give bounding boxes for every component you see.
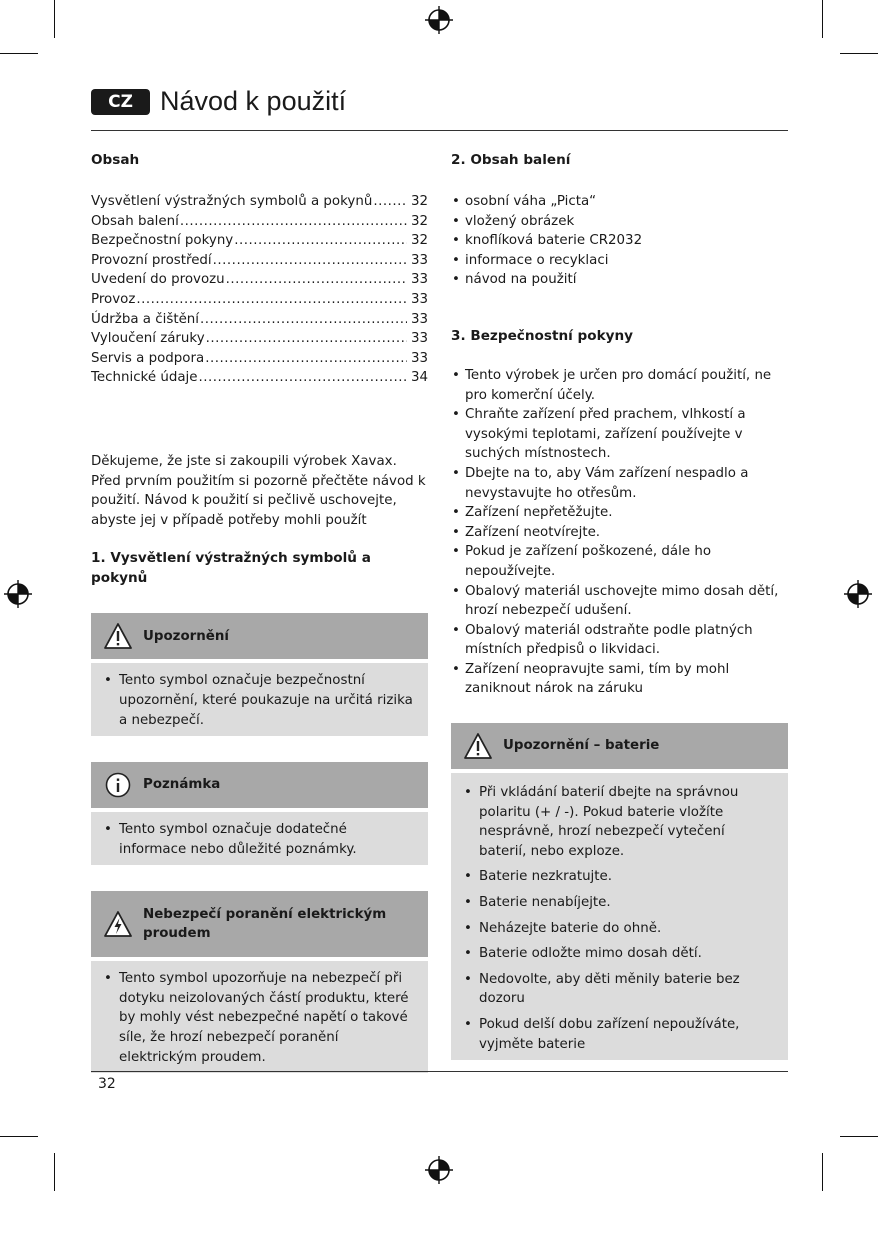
toc-item-label: Uvedení do provozu: [91, 272, 225, 288]
list-item: • Chraňte zařízení před prachem, vlhkostí a vysokými teplotami, zařízení používejte v suchých místnostech.: [451, 405, 788, 464]
crop-mark: [0, 1136, 38, 1137]
list-item: • Baterie nezkratujte.: [463, 867, 776, 887]
toc-item[interactable]: [91, 231, 428, 251]
list-item: • Neházejte baterie do ohně.: [463, 919, 776, 939]
list-item: • Zařízení neotvírejte.: [451, 523, 788, 543]
warning-box-title: Upozornění: [143, 628, 229, 644]
note-box: [91, 762, 428, 865]
crop-mark: [54, 0, 55, 38]
section-2-heading: 2. Obsah balení: [451, 152, 571, 168]
list-item: • Tento symbol označuje dodatečné informace nebo důležité poznámky.: [103, 820, 416, 859]
list-item: • Baterie odložte mimo dosah dětí.: [463, 944, 776, 964]
toc-item-label: Vyloučení záruky: [91, 331, 205, 347]
toc-item[interactable]: [91, 329, 428, 349]
section-1-heading: 1. Vysvětlení výstražných symbolů a pokynů: [91, 550, 371, 587]
toc-item-page: 33: [410, 350, 428, 366]
list-item: • Tento výrobek je určen pro domácí použití, ne pro komerční účely.: [451, 366, 788, 405]
safety-list: [451, 366, 788, 699]
section-3-heading: 3. Bezpečnostní pokyny: [451, 327, 634, 344]
crop-mark: [0, 53, 38, 54]
registration-mark-icon: [843, 579, 873, 609]
intro-paragraph: Děkujeme, že jste si zakoupili výrobek Xavax. Před prvním použitím si pozorně přečtěte návod k použití. Návod k použití si pečlivě uschovejte, abyste jej v případě potřeby mohli použít: [91, 453, 426, 528]
crop-mark: [822, 0, 823, 38]
list-item: • Nedovolte, aby děti měnily baterie bez dozoru: [463, 970, 776, 1009]
toc-item-page: 32: [410, 233, 428, 249]
battery-warning-box-body: [451, 773, 788, 1060]
page-number: 32: [98, 1076, 116, 1092]
list-item: • návod na použití: [451, 270, 788, 290]
list-item: • Baterie nenabíjejte.: [463, 893, 776, 913]
toc-item-page: 33: [410, 272, 428, 288]
toc-item-label: Provozní prostředí: [91, 252, 212, 268]
note-box-body: [91, 812, 428, 865]
battery-warning-box-header: [451, 723, 788, 769]
toc-item[interactable]: [91, 251, 428, 271]
toc-item-label: Obsah balení: [91, 213, 179, 229]
battery-warning-box: [451, 723, 788, 1060]
toc-heading: Obsah: [91, 152, 140, 168]
list-item: • Zařízení nepřetěžujte.: [451, 503, 788, 523]
toc-item-page: 32: [410, 213, 428, 229]
toc-item-page: 33: [410, 311, 428, 327]
toc-item-page: 34: [410, 370, 428, 386]
header-divider: [91, 130, 788, 131]
warning-triangle-icon: [103, 622, 133, 650]
electric-hazard-box-body: [91, 961, 428, 1073]
toc-item-page: 33: [410, 252, 428, 268]
list-item: • informace o recyklaci: [451, 251, 788, 271]
toc-item[interactable]: [91, 270, 428, 290]
list-item: • Pokud je zařízení poškozené, dále ho nepoužívejte.: [451, 542, 788, 581]
page-title: Návod k použití: [160, 86, 347, 116]
list-item: • Při vkládání baterií dbejte na správnou polaritu (+ / -). Pokud baterie vložíte nesprávně, hrozí nebezpečí vytečení baterií, nebo exploze.: [463, 783, 776, 861]
warning-box: [91, 613, 428, 736]
list-item: • Pokud delší dobu zařízení nepoužíváte, vyjměte baterie: [463, 1015, 776, 1054]
language-badge: CZ: [91, 89, 150, 115]
toc-item-label: Provoz: [91, 291, 136, 307]
registration-mark-icon: [424, 5, 454, 35]
right-column: [451, 150, 788, 1060]
toc-item-label: Servis a podpora: [91, 350, 205, 366]
info-circle-icon: [103, 771, 133, 799]
left-column: [91, 150, 428, 1073]
crop-mark: [840, 53, 878, 54]
crop-mark: [822, 1153, 823, 1191]
toc-item[interactable]: [91, 212, 428, 232]
toc-item-page: 33: [410, 291, 428, 307]
electric-hazard-icon: [103, 910, 133, 938]
crop-mark: [840, 1136, 878, 1137]
list-item: • Obalový materiál uschovejte mimo dosah dětí, hrozí nebezpečí udušení.: [451, 582, 788, 621]
list-item: • vložený obrázek: [451, 212, 788, 232]
electric-hazard-box-header: [91, 891, 428, 957]
registration-mark-icon: [424, 1155, 454, 1185]
list-item: • Dbejte na to, aby Vám zařízení nespadlo a nevystavujte ho otřesům.: [451, 464, 788, 503]
toc-item-page: 32: [410, 194, 428, 209]
electric-hazard-box-title: Nebezpečí poranění elektrickým proudem: [143, 906, 387, 942]
electric-hazard-box: [91, 891, 428, 1073]
toc-item[interactable]: [91, 349, 428, 369]
note-box-title: Poznámka: [143, 777, 221, 793]
toc-item[interactable]: [91, 310, 428, 330]
toc-item-label: Údržba a čištění: [91, 311, 200, 327]
toc-item-label: Technické údaje: [91, 370, 198, 386]
list-item: • Obalový materiál odstraňte podle platných místních předpisů o likvidaci.: [451, 621, 788, 660]
list-item: • Zařízení neopravujte sami, tím by mohl zaniknout nárok na záruku: [451, 660, 788, 699]
table-of-contents: [91, 192, 428, 388]
battery-warning-list: [463, 783, 776, 1054]
crop-mark: [54, 1153, 55, 1191]
toc-item-page: 33: [410, 331, 428, 347]
list-item: • knoflíková baterie CR2032: [451, 231, 788, 251]
toc-item[interactable]: [91, 290, 428, 310]
list-item: • Tento symbol označuje bezpečnostní upozornění, které poukazuje na určitá rizika a nebezpečí.: [103, 671, 416, 730]
list-item: • osobní váha „Picta“: [451, 192, 788, 212]
toc-item-label: Bezpečnostní pokyny: [91, 233, 234, 249]
registration-mark-icon: [3, 579, 33, 609]
toc-item[interactable]: [91, 368, 428, 388]
list-item: • Tento symbol upozorňuje na nebezpečí při dotyku neizolovaných částí produktu, které by mohly vést nebezpečné napětí o takové síle, že hrozí nebezpečí poranění elektrickým proudem.: [103, 969, 416, 1067]
warning-box-body: [91, 663, 428, 736]
note-box-header: [91, 762, 428, 808]
toc-item[interactable]: [91, 192, 428, 212]
battery-warning-box-title: Upozornění – baterie: [503, 738, 660, 754]
package-contents-list: [451, 192, 788, 290]
warning-box-header: [91, 613, 428, 659]
footer-divider: [91, 1071, 788, 1072]
warning-triangle-icon: [463, 732, 493, 760]
toc-item-label: Vysvětlení výstražných symbolů a pokynů: [91, 194, 373, 209]
